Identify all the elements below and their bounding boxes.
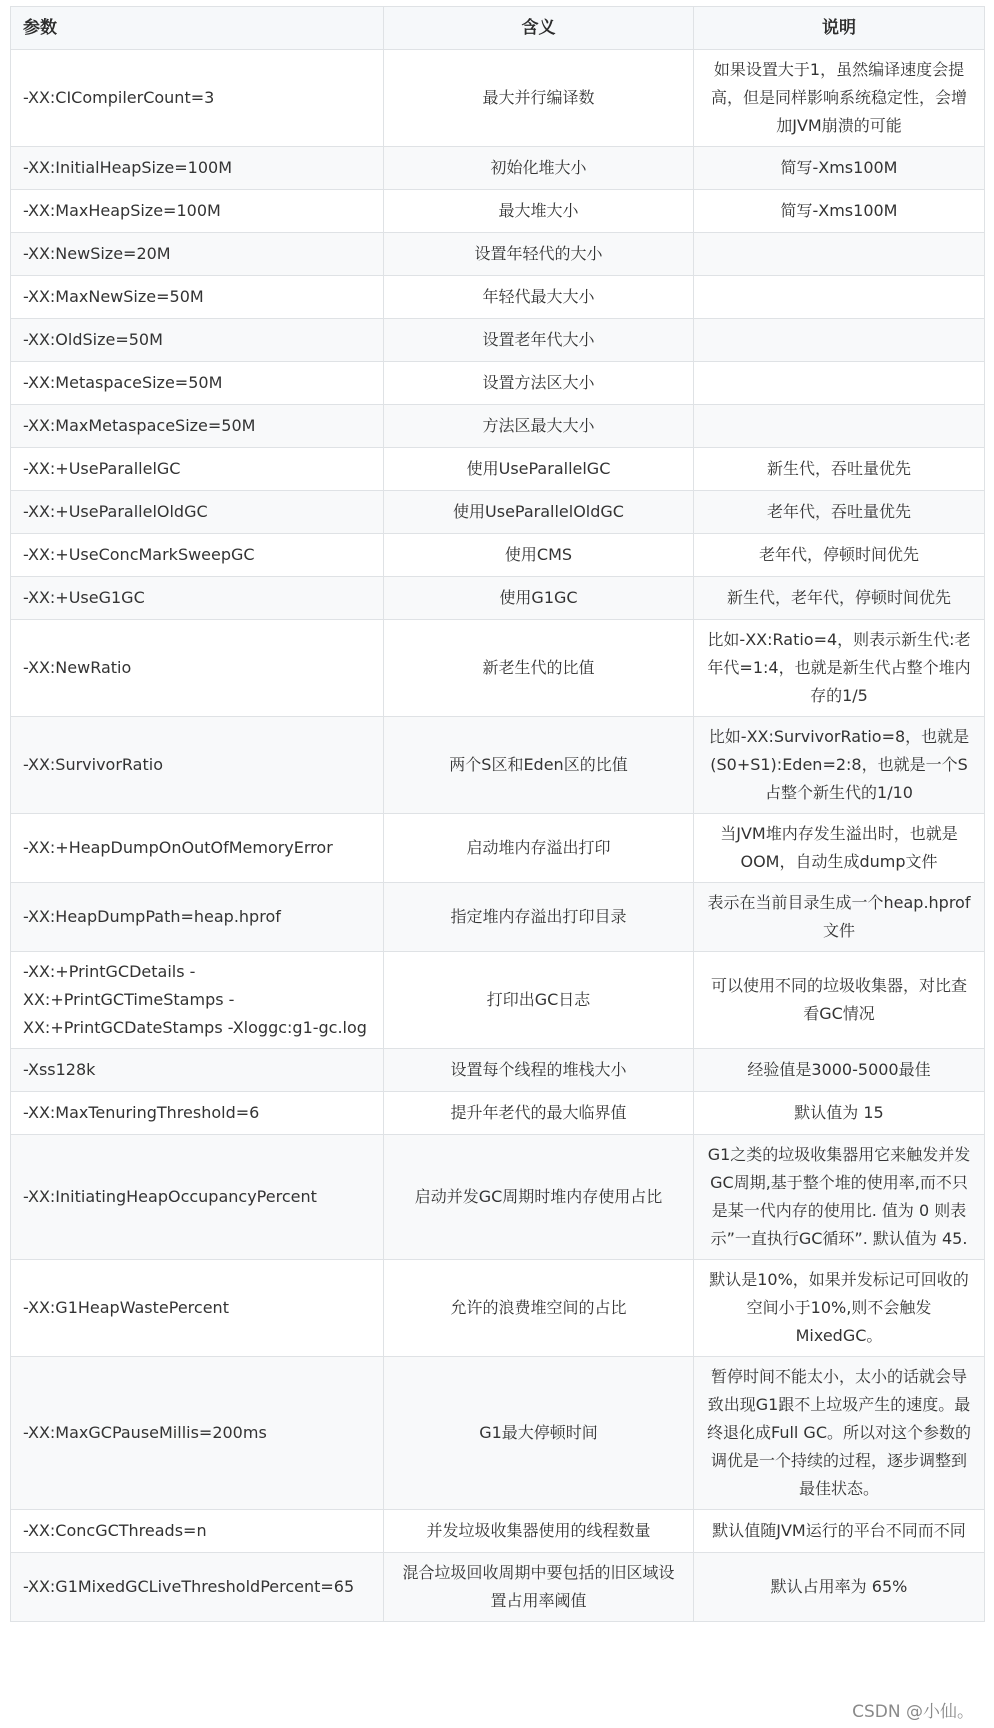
table-row: [11, 448, 985, 491]
table-row: [11, 1357, 985, 1510]
meaning-cell: 新老生代的比值: [384, 620, 694, 717]
description-cell: G1之类的垃圾收集器用它来触发并发GC周期,基于整个堆的使用率,而不只是某一代内存的使用比. 值为 0 则表示”一直执行GC循环”. 默认值为 45.: [694, 1135, 985, 1260]
table-row: [11, 883, 985, 952]
description-cell: [694, 362, 985, 405]
table-row: [11, 276, 985, 319]
meaning-cell: 打印出GC日志: [384, 952, 694, 1049]
jvm-params-table-container: [10, 6, 984, 1622]
meaning-cell: 最大并行编译数: [384, 50, 694, 147]
table-row: [11, 952, 985, 1049]
meaning-cell: 使用G1GC: [384, 577, 694, 620]
table-row: [11, 50, 985, 147]
jvm-params-table: [10, 6, 985, 1622]
meaning-cell: 使用CMS: [384, 534, 694, 577]
description-cell: [694, 319, 985, 362]
meaning-cell: 设置每个线程的堆栈大小: [384, 1049, 694, 1092]
table-row: [11, 147, 985, 190]
meaning-cell: 设置年轻代的大小: [384, 233, 694, 276]
table-row: [11, 233, 985, 276]
param-cell: -XX:MaxNewSize=50M: [11, 276, 384, 319]
param-cell: -XX:SurvivorRatio: [11, 717, 384, 814]
param-cell: -XX:+PrintGCDetails -XX:+PrintGCTimeStamps -XX:+PrintGCDateStamps -Xloggc:g1-gc.log: [11, 952, 384, 1049]
meaning-cell: 方法区最大大小: [384, 405, 694, 448]
description-cell: 比如-XX:SurvivorRatio=8，也就是(S0+S1):Eden=2:8，也就是一个S占整个新生代的1/10: [694, 717, 985, 814]
meaning-cell: 启动堆内存溢出打印: [384, 814, 694, 883]
meaning-cell: 启动并发GC周期时堆内存使用占比: [384, 1135, 694, 1260]
table-row: [11, 1135, 985, 1260]
meaning-cell: 最大堆大小: [384, 190, 694, 233]
table-row: [11, 190, 985, 233]
meaning-cell: G1最大停顿时间: [384, 1357, 694, 1510]
header-meaning: 含义: [384, 7, 694, 50]
meaning-cell: 使用UseParallelOldGC: [384, 491, 694, 534]
table-row: [11, 814, 985, 883]
meaning-cell: 设置老年代大小: [384, 319, 694, 362]
param-cell: -XX:MetaspaceSize=50M: [11, 362, 384, 405]
param-cell: -XX:NewSize=20M: [11, 233, 384, 276]
table-row: [11, 577, 985, 620]
table-row: [11, 405, 985, 448]
param-cell: -XX:MaxMetaspaceSize=50M: [11, 405, 384, 448]
description-cell: 默认值为 15: [694, 1092, 985, 1135]
table-row: [11, 1260, 985, 1357]
description-cell: 简写-Xms100M: [694, 190, 985, 233]
param-cell: -XX:+HeapDumpOnOutOfMemoryError: [11, 814, 384, 883]
param-cell: -XX:MaxTenuringThreshold=6: [11, 1092, 384, 1135]
table-row: [11, 1553, 985, 1622]
table-body: [11, 50, 985, 1622]
description-cell: 如果设置大于1，虽然编译速度会提高，但是同样影响系统稳定性，会增加JVM崩溃的可能: [694, 50, 985, 147]
param-cell: -XX:MaxHeapSize=100M: [11, 190, 384, 233]
meaning-cell: 使用UseParallelGC: [384, 448, 694, 491]
table-row: [11, 1092, 985, 1135]
meaning-cell: 并发垃圾收集器使用的线程数量: [384, 1510, 694, 1553]
param-cell: -XX:+UseParallelOldGC: [11, 491, 384, 534]
description-cell: 暂停时间不能太小，太小的话就会导致出现G1跟不上垃圾产生的速度。最终退化成Full GC。所以对这个参数的调优是一个持续的过程，逐步调整到最佳状态。: [694, 1357, 985, 1510]
param-cell: -XX:InitiatingHeapOccupancyPercent: [11, 1135, 384, 1260]
table-row: [11, 1510, 985, 1553]
param-cell: -XX:InitialHeapSize=100M: [11, 147, 384, 190]
meaning-cell: 年轻代最大大小: [384, 276, 694, 319]
meaning-cell: 设置方法区大小: [384, 362, 694, 405]
meaning-cell: 两个S区和Eden区的比值: [384, 717, 694, 814]
table-row: [11, 491, 985, 534]
param-cell: -XX:+UseConcMarkSweepGC: [11, 534, 384, 577]
description-cell: [694, 233, 985, 276]
meaning-cell: 允许的浪费堆空间的占比: [384, 1260, 694, 1357]
param-cell: -XX:NewRatio: [11, 620, 384, 717]
param-cell: -XX:MaxGCPauseMillis=200ms: [11, 1357, 384, 1510]
meaning-cell: 混合垃圾回收周期中要包括的旧区域设置占用率阈值: [384, 1553, 694, 1622]
table-row: [11, 319, 985, 362]
description-cell: 默认是10%，如果并发标记可回收的空间小于10%,则不会触发MixedGC。: [694, 1260, 985, 1357]
description-cell: [694, 276, 985, 319]
description-cell: 表示在当前目录生成一个heap.hprof文件: [694, 883, 985, 952]
description-cell: 新生代，吞吐量优先: [694, 448, 985, 491]
param-cell: -XX:+UseParallelGC: [11, 448, 384, 491]
param-cell: -XX:OldSize=50M: [11, 319, 384, 362]
description-cell: 当JVM堆内存发生溢出时，也就是OOM，自动生成dump文件: [694, 814, 985, 883]
table-row: [11, 534, 985, 577]
param-cell: -XX:CICompilerCount=3: [11, 50, 384, 147]
csdn-watermark: CSDN @小仙。: [852, 1702, 974, 1722]
description-cell: 经验值是3000-5000最佳: [694, 1049, 985, 1092]
param-cell: -Xss128k: [11, 1049, 384, 1092]
description-cell: 老年代，吞吐量优先: [694, 491, 985, 534]
param-cell: -XX:+UseG1GC: [11, 577, 384, 620]
param-cell: -XX:G1HeapWastePercent: [11, 1260, 384, 1357]
header-param: 参数: [11, 7, 384, 50]
table-row: [11, 362, 985, 405]
table-row: [11, 717, 985, 814]
param-cell: -XX:ConcGCThreads=n: [11, 1510, 384, 1553]
description-cell: 老年代，停顿时间优先: [694, 534, 985, 577]
meaning-cell: 提升年老代的最大临界值: [384, 1092, 694, 1135]
table-row: [11, 620, 985, 717]
description-cell: 可以使用不同的垃圾收集器，对比查看GC情况: [694, 952, 985, 1049]
description-cell: 默认值随JVM运行的平台不同而不同: [694, 1510, 985, 1553]
description-cell: 默认占用率为 65%: [694, 1553, 985, 1622]
meaning-cell: 指定堆内存溢出打印目录: [384, 883, 694, 952]
table-header-row: [11, 7, 985, 50]
header-description: 说明: [694, 7, 985, 50]
description-cell: 简写-Xms100M: [694, 147, 985, 190]
param-cell: -XX:G1MixedGCLiveThresholdPercent=65: [11, 1553, 384, 1622]
description-cell: 新生代，老年代，停顿时间优先: [694, 577, 985, 620]
meaning-cell: 初始化堆大小: [384, 147, 694, 190]
description-cell: 比如-XX:Ratio=4，则表示新生代:老年代=1:4，也就是新生代占整个堆内存的1/5: [694, 620, 985, 717]
description-cell: [694, 405, 985, 448]
table-row: [11, 1049, 985, 1092]
param-cell: -XX:HeapDumpPath=heap.hprof: [11, 883, 384, 952]
